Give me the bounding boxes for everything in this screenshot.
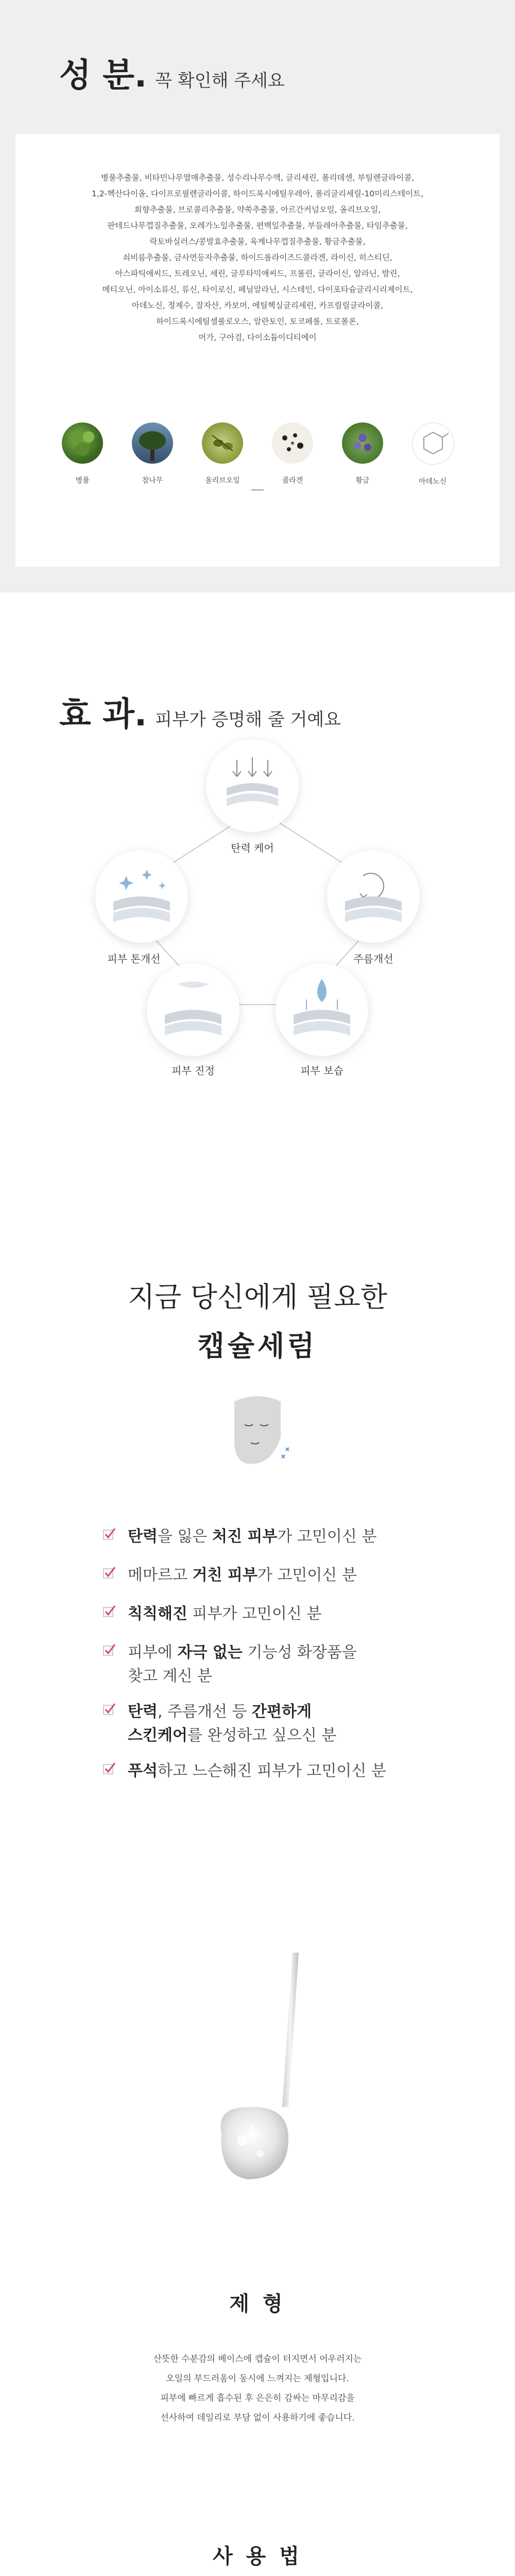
- ingredient-line: 머가, 구아검, 다이소듐이디티에이: [198, 333, 317, 342]
- formulation-section: [0, 1819, 515, 2540]
- ingredient-line: 1,2-헥산다이올, 다이프로필렌글라이콜, 하이드록시에틸우레아, 폴리글리세릴-10미리스테이트,: [91, 189, 424, 198]
- ingredient-line: 쇠비름추출물, 금사연등자추출물, 하이드롤라이즈드콜라겐, 라이신, 히스티딘,: [123, 253, 392, 262]
- ingredient-line: 아데노신, 정제수, 잘자산, 카보머, 에틸헥실글리세린, 카프릴릴글라이콜,: [131, 301, 384, 310]
- ingredient-icon-label: 올리브오일: [205, 477, 240, 485]
- check-item: 탄력, 주름개선 등 간편하게 스킨케어를 완성하고 싶으신 분: [103, 1700, 336, 1748]
- effects-connector-lines: [0, 592, 515, 1082]
- droplet-icon: [276, 963, 368, 1056]
- ingredient-icon-item: [272, 422, 313, 486]
- check-item: 푸석하고 느슨해진 피부가 고민이신 분: [103, 1759, 386, 1783]
- ingredient-line: 메티오닌, 아이소류신, 류신, 타이로신, 페닐알라닌, 시스테인, 다이포타슘글리시리제이트,: [102, 285, 413, 294]
- check-icon: [103, 1644, 115, 1656]
- usage-section: [0, 2540, 515, 2576]
- skullcap-icon: [342, 422, 383, 464]
- ingredient-line: 판테드나무껍질추출물, 오레가노잎추출물, 편백잎추출물, 부들레아추출물, 타임추출물,: [107, 221, 408, 230]
- soothing-icon: [147, 963, 239, 1056]
- check-item: 칙칙해진 피부가 고민이신 분: [103, 1602, 321, 1626]
- ingredient-line: 하이드록시에틸셀룰로오스, 알란토인, 토코페롤, 트로폴론,: [156, 317, 359, 326]
- effect-label-tone: 피부 톤개선: [107, 953, 161, 965]
- ingredient-icon-label: 황금: [355, 477, 370, 485]
- centella-icon: [62, 422, 103, 464]
- collagen-icon: [272, 422, 313, 464]
- ingredients-card: [15, 134, 500, 567]
- needs-heading-line2: 캡슐세럼: [197, 1330, 318, 1362]
- ingredients-section: [0, 0, 515, 592]
- ingredients-subtitle: 꼭 확인해 주세요: [155, 71, 285, 91]
- effect-label-wrinkle: 주름개선: [353, 953, 393, 965]
- needs-section: [0, 1082, 515, 1752]
- sparkle-icon: [95, 850, 188, 943]
- check-icon: [103, 1605, 115, 1618]
- ingredient-icon-label: 병풀: [75, 477, 90, 485]
- formulation-title: 제 형: [229, 2292, 286, 2316]
- needs-section-cont: [0, 1752, 515, 1819]
- ingredient-line: 락토바실러스/콩발효추출물, 육계나무껍질추출물, 황금추출물,: [149, 237, 366, 246]
- olive-icon: [202, 422, 243, 464]
- soothing-circle: [147, 963, 239, 1056]
- wrinkle-icon: [327, 850, 420, 943]
- needs-heading-line1: 지금 당신에게 필요한: [128, 1281, 387, 1313]
- elasticity-care-circle: [206, 739, 299, 832]
- ingredient-line: 병풀추출물, 비타민나무열매추출물, 성수리나무수액, 글리세린, 폴리데센, 부틸렌글라이콜,: [100, 173, 415, 182]
- effect-label-elasticity: 탄력 케어: [231, 842, 274, 854]
- divider: [251, 489, 264, 490]
- check-icon: [103, 1703, 115, 1716]
- dropper-serum-image: [0, 1819, 515, 2282]
- ingredient-icon-label: 콜라겐: [282, 477, 303, 485]
- tone-circle: [95, 850, 188, 943]
- formulation-desc: [0, 2349, 515, 2428]
- check-icon: [103, 1528, 115, 1540]
- usage-title: 사 용 법: [213, 2545, 302, 2568]
- formulation-line: 산뜻한 수분감의 베이스에 캡슐이 터지면서 어우러지는: [153, 2354, 362, 2364]
- amino-acid-icon: [412, 422, 454, 465]
- check-icon: [103, 1762, 115, 1775]
- ingredient-line: 아스파틱애씨드, 트레오닌, 세린, 글루타믹애씨드, 프롤린, 글라이신, 알라닌, 발린,: [115, 269, 400, 278]
- ingredients-title: 성 분.: [59, 57, 147, 95]
- ingredient-line: 회향추출물, 브로콜리추출물, 약쑥추출물, 아르간커널오일, 올리브오일,: [134, 205, 381, 214]
- moisture-circle: [276, 963, 368, 1056]
- check-item: 피부에 자극 없는 기능성 화장품을 찾고 계신 분: [103, 1641, 357, 1688]
- ingredients-list: [36, 170, 479, 346]
- ingredient-icon-label: 참나무: [142, 477, 163, 485]
- effect-label-moisture: 피부 보습: [300, 1064, 344, 1077]
- wrinkle-circle: [327, 850, 420, 943]
- elasticity-icon: [206, 739, 299, 832]
- effects-subtitle: 피부가 증명해 줄 거예요: [155, 709, 341, 730]
- ingredient-icons-row: [62, 422, 453, 486]
- ingredient-icon-item: [132, 422, 173, 486]
- effects-section: [0, 592, 515, 1082]
- effects-title: 효 과.: [59, 696, 147, 734]
- ingredient-icon-item: [342, 422, 383, 486]
- ingredients-title-row: [59, 49, 285, 96]
- ingredient-icon-item: [202, 422, 243, 486]
- effect-label-soothing: 피부 진정: [171, 1064, 215, 1077]
- ingredient-icon-item: [62, 422, 103, 486]
- face-icon: [224, 1391, 291, 1473]
- formulation-line: 피부에 빠르게 흡수된 후 은은히 감싸는 마무리감을: [160, 2393, 355, 2403]
- check-item: 탄력을 잃은 처진 피부가 고민이신 분: [103, 1525, 376, 1549]
- check-item: 메마르고 거친 피부가 고민이신 분: [103, 1564, 357, 1587]
- check-icon: [103, 1567, 115, 1579]
- formulation-line: 오일의 부드러움이 동시에 느껴지는 제형입니다.: [166, 2374, 349, 2384]
- ingredient-icon-item: [412, 422, 453, 486]
- formulation-line: 선사하여 데일리로 부담 없이 사용하기에 좋습니다.: [160, 2413, 355, 2423]
- sea-buckthorn-icon: [132, 422, 173, 464]
- ingredient-icon-label: 아데노신: [418, 478, 447, 486]
